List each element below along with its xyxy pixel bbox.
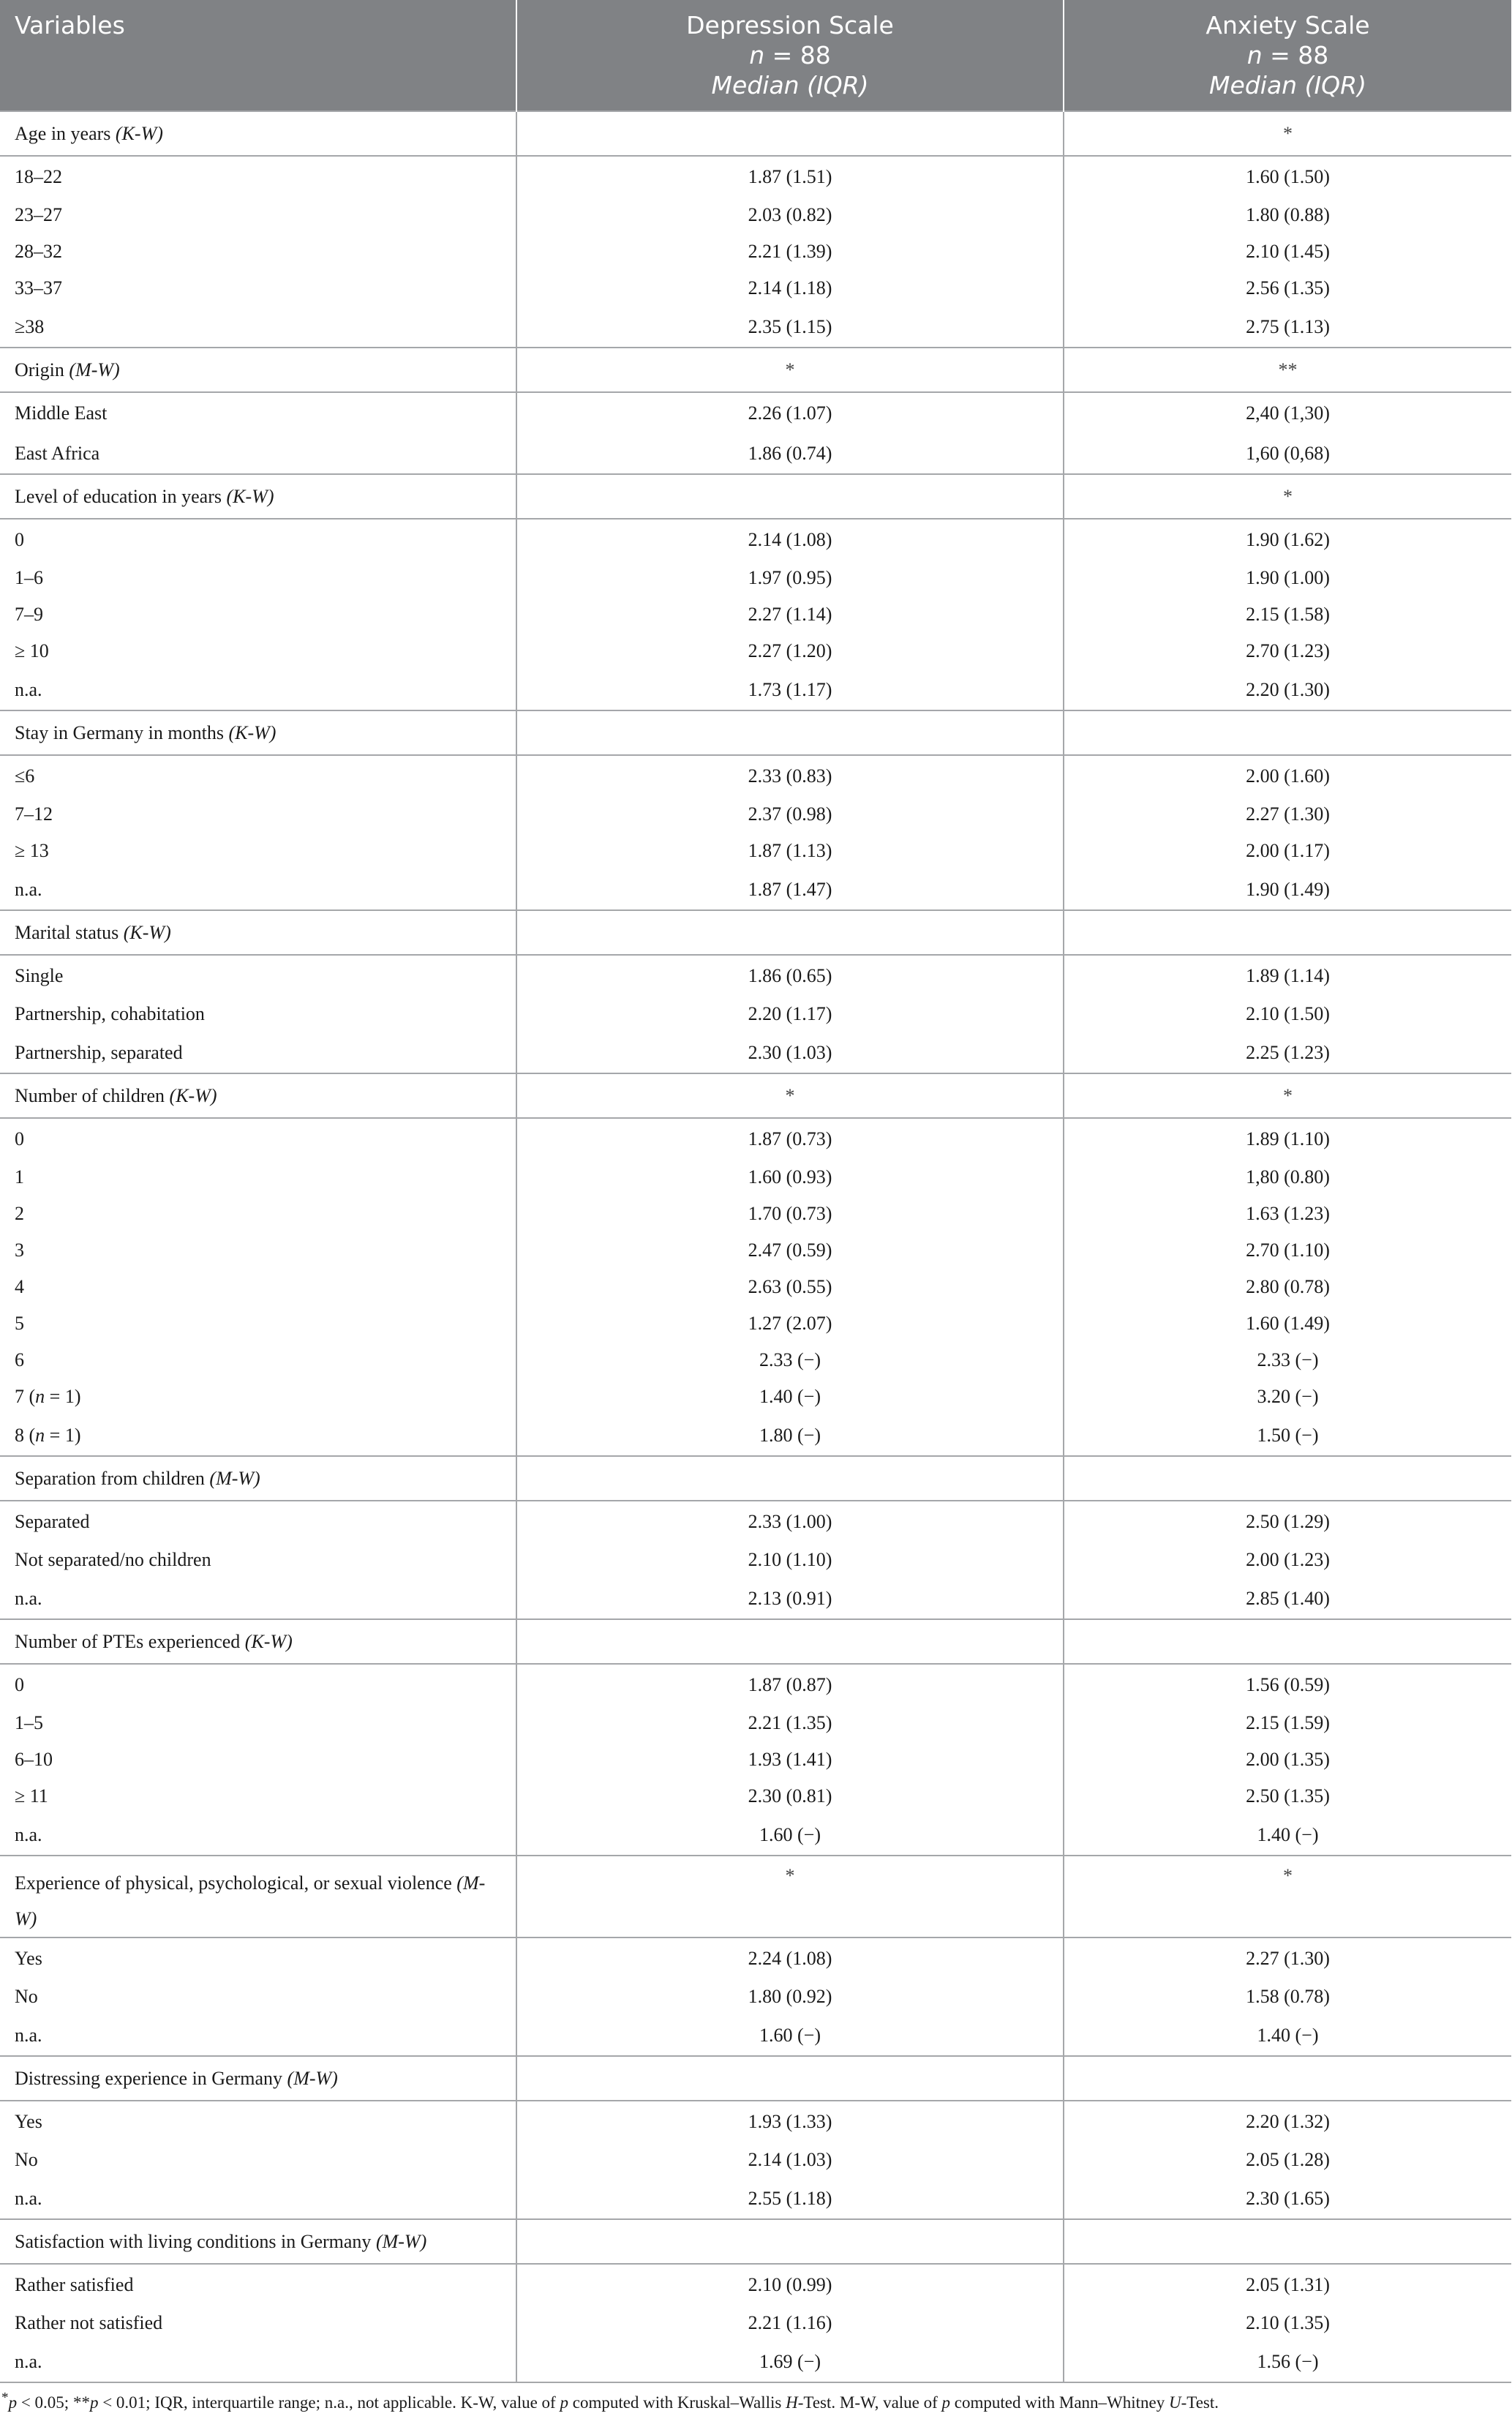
anxiety-value: 2.50 (1.35): [1064, 1778, 1511, 1815]
anxiety-value: 2.30 (1.65): [1064, 2178, 1511, 2219]
group-anxiety-significance: *: [1064, 474, 1511, 519]
depression-value: 1.80 (0.92): [516, 1978, 1064, 2015]
category-label: ≤6: [15, 765, 35, 787]
depression-value: 1.60 (−): [516, 1815, 1064, 1856]
table-row: [0, 270, 1511, 307]
table-header-row: [0, 0, 1511, 111]
anxiety-n: n = 88: [1246, 41, 1329, 70]
anxiety-value: 1.50 (−): [1064, 1415, 1511, 1456]
anxiety-value: 3.20 (−): [1064, 1378, 1511, 1415]
anxiety-value: 2.27 (1.30): [1064, 796, 1511, 833]
group-row: [0, 1073, 1511, 1118]
table-row: [0, 1664, 1511, 1705]
anxiety-value: 2.00 (1.35): [1064, 1741, 1511, 1778]
group-depression-significance: [516, 1456, 1064, 1501]
anxiety-stat: Median (IQR): [1209, 71, 1366, 100]
depression-stat: Median (IQR): [711, 71, 869, 100]
anxiety-value: 2.05 (1.28): [1064, 2142, 1511, 2178]
depression-value: 1.69 (−): [516, 2341, 1064, 2382]
depression-value: 1.87 (1.47): [516, 869, 1064, 910]
group-anxiety-significance: [1064, 1456, 1511, 1501]
category-label: 0: [15, 1128, 24, 1149]
depression-value: 2.30 (1.03): [516, 1032, 1064, 1073]
anxiety-value: 2.10 (1.45): [1064, 233, 1511, 270]
anxiety-value: 2.20 (1.32): [1064, 2101, 1511, 2142]
header-depression-scale: [516, 0, 1064, 111]
anxiety-value: 2.15 (1.58): [1064, 596, 1511, 633]
depression-value: 2.21 (1.35): [516, 1705, 1064, 1741]
anxiety-value: 2.20 (1.30): [1064, 669, 1511, 710]
group-label: Number of children (K-W): [0, 1073, 516, 1118]
table-row: [0, 1501, 1511, 1542]
table-row: [0, 519, 1511, 560]
anxiety-value: 1.58 (0.78): [1064, 1978, 1511, 2015]
anxiety-value: 1.60 (1.50): [1064, 156, 1511, 197]
test-type: (K-W): [226, 485, 274, 507]
anxiety-title: Anxiety Scale: [1206, 11, 1370, 40]
anxiety-value: 2.27 (1.30): [1064, 1938, 1511, 1978]
category-label: Rather not satisfied: [15, 2312, 163, 2333]
category-label: 3: [15, 1239, 24, 1261]
group-label: Distressing experience in Germany (M-W): [0, 2056, 516, 2101]
group-row: [0, 348, 1511, 392]
table-row: [0, 1196, 1511, 1232]
category-label: Yes: [15, 1947, 42, 1969]
anxiety-value: 2.05 (1.31): [1064, 2264, 1511, 2305]
anxiety-value: 1.56 (−): [1064, 2341, 1511, 2382]
anxiety-value: 1.40 (−): [1064, 1815, 1511, 1856]
category-label: Partnership, cohabitation: [15, 1003, 205, 1024]
category-label: ≥ 13: [15, 840, 49, 861]
depression-value: 2.47 (0.59): [516, 1232, 1064, 1269]
group-depression-significance: [516, 710, 1064, 755]
category-label: n.a.: [15, 878, 42, 900]
group-row: [0, 1619, 1511, 1664]
table-row: [0, 955, 1511, 996]
depression-value: 2.27 (1.20): [516, 633, 1064, 669]
depression-value: 2.14 (1.03): [516, 2142, 1064, 2178]
table-row: [0, 560, 1511, 596]
table-row: [0, 1342, 1511, 1378]
group-label: Marital status (K-W): [0, 910, 516, 955]
category-label: 18–22: [15, 165, 62, 187]
table-row: [0, 2178, 1511, 2219]
group-label: Origin (M-W): [0, 348, 516, 392]
anxiety-value: 2.10 (1.35): [1064, 2305, 1511, 2341]
depression-value: 2.14 (1.08): [516, 519, 1064, 560]
anxiety-value: 2.10 (1.50): [1064, 996, 1511, 1032]
group-depression-significance: *: [516, 1856, 1064, 1938]
table-row: [0, 1741, 1511, 1778]
category-label: ≥38: [15, 315, 45, 337]
category-label: n.a.: [15, 1823, 42, 1845]
table-row: [0, 433, 1511, 474]
anxiety-value: 2.70 (1.23): [1064, 633, 1511, 669]
category-label: 7–9: [15, 604, 43, 625]
category-label: 6–10: [15, 1749, 53, 1770]
table-row: [0, 1305, 1511, 1342]
table-row: [0, 2341, 1511, 2382]
depression-value: 2.03 (0.82): [516, 197, 1064, 233]
table-row: [0, 197, 1511, 233]
category-label: 1–5: [15, 1712, 43, 1733]
anxiety-value: 2.75 (1.13): [1064, 307, 1511, 348]
table-row: [0, 2305, 1511, 2341]
depression-value: 2.20 (1.17): [516, 996, 1064, 1032]
group-label: Age in years (K-W): [0, 111, 516, 156]
depression-n: n = 88: [749, 41, 831, 70]
depression-value: 1.97 (0.95): [516, 560, 1064, 596]
header-variables: Variables: [0, 0, 516, 111]
category-label: 23–27: [15, 204, 62, 225]
category-label: Single: [15, 964, 64, 986]
group-anxiety-significance: *: [1064, 1073, 1511, 1118]
table-row: [0, 796, 1511, 833]
depression-value: 1.60 (−): [516, 2015, 1064, 2056]
group-anxiety-significance: [1064, 2219, 1511, 2264]
test-type: (K-W): [228, 721, 277, 743]
anxiety-value: 1.90 (1.49): [1064, 869, 1511, 910]
category-label: Partnership, separated: [15, 1041, 183, 1063]
footnote-text: *p < 0.05; **p < 0.01; IQR, interquartile range; n.a., not applicable. K-W, value of p computed with Kruskal–Wallis H-Test. M-W, value of p computed with Mann–Whitney U-Test.: [1, 2390, 1219, 2412]
anxiety-value: 1.89 (1.10): [1064, 1118, 1511, 1159]
category-label: Not separated/no children: [15, 1549, 211, 1570]
depression-value: 2.33 (1.00): [516, 1501, 1064, 1542]
depression-value: 2.27 (1.14): [516, 596, 1064, 633]
table-row: [0, 1118, 1511, 1159]
category-label: 5: [15, 1313, 24, 1334]
category-label: 2: [15, 1203, 24, 1224]
category-label: n.a.: [15, 1587, 42, 1609]
test-type: (M-W): [209, 1467, 260, 1489]
group-label: Level of education in years (K-W): [0, 474, 516, 519]
depression-value: 2.35 (1.15): [516, 307, 1064, 348]
depression-value: 1.87 (0.73): [516, 1118, 1064, 1159]
group-anxiety-significance: **: [1064, 348, 1511, 392]
table-row: [0, 1578, 1511, 1619]
category-label: 1: [15, 1166, 24, 1188]
test-type: (K-W): [169, 1084, 217, 1106]
table-row: [0, 1159, 1511, 1196]
depression-value: 1.86 (0.65): [516, 955, 1064, 996]
depression-value: 1.40 (−): [516, 1378, 1064, 1415]
table-row: [0, 2015, 1511, 2056]
depression-value: 1.73 (1.17): [516, 669, 1064, 710]
category-label: n.a.: [15, 2187, 42, 2209]
depression-value: 1.86 (0.74): [516, 433, 1064, 474]
depression-value: 1.93 (1.41): [516, 1741, 1064, 1778]
group-anxiety-significance: *: [1064, 111, 1511, 156]
category-label: n.a.: [0, 2341, 516, 2382]
depression-value: 2.55 (1.18): [516, 2178, 1064, 2219]
anxiety-value: 2,40 (1,30): [1064, 392, 1511, 433]
table-body: [0, 111, 1511, 2382]
category-label: 7–12: [15, 803, 53, 825]
group-row: [0, 474, 1511, 519]
anxiety-value: 2.50 (1.29): [1064, 1501, 1511, 1542]
depression-value: 2.21 (1.16): [516, 2305, 1064, 2341]
anxiety-value: 1,60 (0,68): [1064, 433, 1511, 474]
anxiety-value: 2.80 (0.78): [1064, 1269, 1511, 1305]
depression-value: 2.21 (1.39): [516, 233, 1064, 270]
depression-value: 2.10 (1.10): [516, 1542, 1064, 1578]
category-label: 33–37: [15, 277, 62, 299]
category-label: 0: [15, 528, 24, 550]
table-row: [0, 392, 1511, 433]
table-row: [0, 633, 1511, 669]
table-row: [0, 755, 1511, 796]
group-row: [0, 111, 1511, 156]
header-anxiety-scale: [1064, 0, 1511, 111]
category-label: No: [15, 1986, 38, 2007]
depression-value: 1.87 (1.51): [516, 156, 1064, 197]
depression-value: 1.87 (1.13): [516, 833, 1064, 869]
table-row: [0, 1815, 1511, 1856]
anxiety-value: 2.56 (1.35): [1064, 270, 1511, 307]
table-row: [0, 869, 1511, 910]
anxiety-value: 1.40 (−): [1064, 2015, 1511, 2056]
group-label: Stay in Germany in months (K-W): [0, 710, 516, 755]
group-depression-significance: *: [516, 1073, 1064, 1118]
group-label: Satisfaction with living conditions in Germany (M-W): [0, 2219, 516, 2264]
table-row: [0, 669, 1511, 710]
depression-value: 2.13 (0.91): [516, 1578, 1064, 1619]
table-row: [0, 1415, 1511, 1456]
category-label: Separated: [15, 1510, 90, 1532]
depression-value: 2.63 (0.55): [516, 1269, 1064, 1305]
anxiety-value: 1.90 (1.62): [1064, 519, 1511, 560]
table-row: [0, 1269, 1511, 1305]
depression-value: 2.24 (1.08): [516, 1938, 1064, 1978]
table-row: [0, 233, 1511, 270]
anxiety-value: 2.70 (1.10): [1064, 1232, 1511, 1269]
anxiety-value: 2.15 (1.59): [1064, 1705, 1511, 1741]
group-depression-significance: [516, 111, 1064, 156]
group-label: Number of PTEs experienced (K-W): [0, 1619, 516, 1664]
depression-value: 2.10 (0.99): [516, 2264, 1064, 2305]
group-depression-significance: [516, 910, 1064, 955]
category-label: No: [15, 2149, 38, 2170]
group-anxiety-significance: [1064, 2056, 1511, 2101]
anxiety-value: 1.63 (1.23): [1064, 1196, 1511, 1232]
table-row: [0, 1378, 1511, 1415]
category-label: 6: [15, 1349, 24, 1370]
group-depression-significance: [516, 2219, 1064, 2264]
anxiety-value: 1.60 (1.49): [1064, 1305, 1511, 1342]
table-row: [0, 1705, 1511, 1741]
anxiety-value: 1,80 (0.80): [1064, 1159, 1511, 1196]
test-type: (M-W): [69, 359, 120, 380]
table-row: [0, 1938, 1511, 1978]
category-label: ≥ 10: [15, 640, 49, 661]
anxiety-value: 2.00 (1.23): [1064, 1542, 1511, 1578]
test-type: (K-W): [123, 921, 171, 943]
table-footnote: [1, 2390, 1508, 2412]
table-row: [0, 1542, 1511, 1578]
table-row: [0, 307, 1511, 348]
category-label: 7 (n = 1): [15, 1386, 81, 1407]
group-label: Experience of physical, psychological, or sexual violence (M-W): [0, 1856, 516, 1938]
group-depression-significance: *: [516, 348, 1064, 392]
group-row: [0, 1456, 1511, 1501]
group-depression-significance: [516, 474, 1064, 519]
group-row: [0, 710, 1511, 755]
table-row: [0, 2142, 1511, 2178]
anxiety-value: 1.80 (0.88): [1064, 197, 1511, 233]
category-label: n.a.: [15, 678, 42, 700]
category-label: Rather satisfied: [15, 2273, 134, 2295]
table-row: [0, 1032, 1511, 1073]
depression-value: 2.14 (1.18): [516, 270, 1064, 307]
depression-value: 2.37 (0.98): [516, 796, 1064, 833]
test-type: (M-W): [375, 2230, 427, 2252]
depression-value: 2.33 (0.83): [516, 755, 1064, 796]
group-depression-significance: [516, 2056, 1064, 2101]
group-anxiety-significance: [1064, 910, 1511, 955]
group-row: [0, 2219, 1511, 2264]
table-row: [0, 1232, 1511, 1269]
category-label: 1–6: [15, 567, 43, 588]
depression-value: 1.60 (0.93): [516, 1159, 1064, 1196]
anxiety-value: 2.00 (1.60): [1064, 755, 1511, 796]
category-label: Middle East: [15, 402, 108, 424]
anxiety-value: 1.89 (1.14): [1064, 955, 1511, 996]
test-type: (M-W): [287, 2067, 338, 2089]
test-type: (K-W): [115, 122, 163, 144]
table-row: [0, 596, 1511, 633]
group-row: [0, 1856, 1511, 1938]
table-row: [0, 2264, 1511, 2305]
category-label: Yes: [15, 2110, 42, 2132]
depression-value: 1.93 (1.33): [516, 2101, 1064, 2142]
test-type: (M-W): [15, 1872, 486, 1929]
anxiety-value: 1.56 (0.59): [1064, 1664, 1511, 1705]
table-row: [0, 1978, 1511, 2015]
anxiety-value: 1.90 (1.00): [1064, 560, 1511, 596]
group-row: [0, 910, 1511, 955]
depression-value: 1.70 (0.73): [516, 1196, 1064, 1232]
table-row: [0, 833, 1511, 869]
test-type: (K-W): [244, 1630, 293, 1652]
group-anxiety-significance: *: [1064, 1856, 1511, 1938]
table-row: [0, 996, 1511, 1032]
category-label: East Africa: [15, 442, 100, 464]
category-label: 0: [15, 1673, 24, 1695]
category-label: ≥ 11: [15, 1785, 48, 1807]
group-row: [0, 2056, 1511, 2101]
group-label: Separation from children (M-W): [0, 1456, 516, 1501]
group-anxiety-significance: [1064, 710, 1511, 755]
category-label: 28–32: [15, 241, 62, 262]
depression-value: 2.26 (1.07): [516, 392, 1064, 433]
group-depression-significance: [516, 1619, 1064, 1664]
anxiety-value: 2.00 (1.17): [1064, 833, 1511, 869]
anxiety-value: 2.33 (−): [1064, 1342, 1511, 1378]
depression-value: 1.80 (−): [516, 1415, 1064, 1456]
table-row: [0, 1778, 1511, 1815]
table-row: [0, 156, 1511, 197]
anxiety-value: 2.25 (1.23): [1064, 1032, 1511, 1073]
depression-value: 1.27 (2.07): [516, 1305, 1064, 1342]
anxiety-value: 2.85 (1.40): [1064, 1578, 1511, 1619]
category-label: 4: [15, 1276, 24, 1297]
table-row: [0, 2101, 1511, 2142]
depression-value: 2.33 (−): [516, 1342, 1064, 1378]
depression-title: Depression Scale: [686, 11, 894, 40]
category-label: 8 (n = 1): [15, 1424, 81, 1446]
depression-value: 2.30 (0.81): [516, 1778, 1064, 1815]
category-label: n.a.: [15, 2024, 42, 2046]
depression-value: 1.87 (0.87): [516, 1664, 1064, 1705]
group-anxiety-significance: [1064, 1619, 1511, 1664]
